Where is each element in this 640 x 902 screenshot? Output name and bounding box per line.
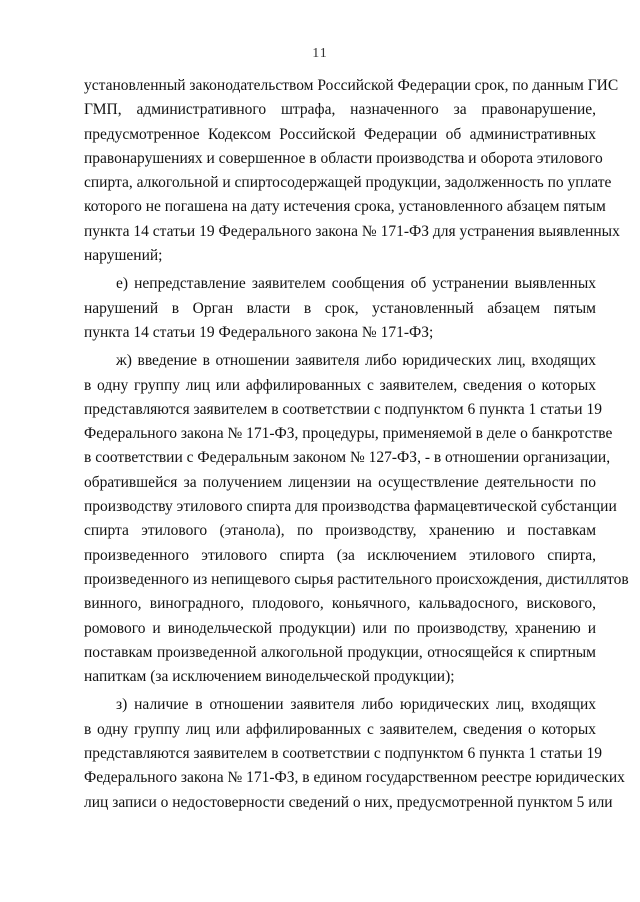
text-line: нарушений; — [84, 247, 163, 265]
text-line: з) наличие в отношении заявителя либо юридических лиц, входящих — [116, 696, 596, 714]
text-line: установленный законодательством Российской Федерации срок, по данным ГИС — [84, 77, 619, 94]
document-body — [84, 74, 629, 815]
text-line: пункта 14 статьи 19 Федерального закона № 171-ФЗ для устранения выявленных — [84, 222, 620, 240]
text-line: напиткам (за исключением винодельческой продукции); — [84, 668, 455, 686]
text-line: произведенного этилового спирта (за исключением этилового спирта, — [84, 546, 596, 564]
text-line: нарушений в Орган власти в срок, установленный абзацем пятым — [84, 299, 596, 317]
text-line: правонарушениях и совершенное в области производства и оборота этилового — [84, 149, 603, 167]
text-line: которого не погашена на дату истечения срока, установленного абзацем пятым — [84, 198, 606, 216]
text-line: представляются заявителем в соответствии с подпунктом 6 пункта 1 статьи 19 — [84, 745, 602, 763]
text-line: производству этилового спирта для производства фармацевтической субстанции — [84, 498, 617, 516]
text-line: в соответствии с Федеральным законом № 127-ФЗ, - в отношении организации, — [84, 449, 611, 467]
page-number: 11 — [312, 46, 328, 61]
text-line: в одну группу лиц или аффилированных с заявителем, сведения о которых — [84, 720, 596, 738]
text-line: представляются заявителем в соответствии с подпунктом 6 пункта 1 статьи 19 — [84, 400, 602, 418]
text-line: лиц записи о недостоверности сведений о них, предусмотренной пунктом 5 или — [84, 793, 613, 811]
text-line: предусмотренное Кодексом Российской Федерации об административных — [84, 125, 596, 143]
text-line: пункта 14 статьи 19 Федерального закона № 171-ФЗ; — [84, 323, 434, 341]
text-line: ГМП, административного штрафа, назначенного за правонарушение, — [84, 101, 596, 119]
text-line: Федерального закона № 171-ФЗ, процедуры, применяемой в деле о банкротстве — [84, 425, 613, 443]
text-line: спирта этилового (этанола), по производству, хранению и поставкам — [84, 522, 596, 540]
text-line: поставкам произведенной алкогольной продукции, относящейся к спиртным — [84, 643, 596, 661]
text-line: ж) введение в отношении заявителя либо юридических лиц, входящих — [116, 352, 596, 370]
text-line: е) непредставление заявителем сообщения об устранении выявленных — [116, 275, 596, 293]
text-line: в одну группу лиц или аффилированных с заявителем, сведения о которых — [84, 376, 596, 394]
text-line: произведенного из непищевого сырья растительного происхождения, дистиллятов — [84, 570, 629, 588]
text-line: винного, виноградного, плодового, коньячного, кальвадосного, вискового, — [84, 595, 596, 613]
text-line: спирта, алкогольной и спиртосодержащей продукции, задолженность по уплате — [84, 174, 612, 192]
text-line: Федерального закона № 171-ФЗ, в едином государственном реестре юридических — [84, 769, 625, 787]
text-line: обратившейся за получением лицензии на осуществление деятельности по — [84, 473, 596, 491]
text-line: ромового и винодельческой продукции) или по производству, хранению и — [84, 619, 596, 637]
